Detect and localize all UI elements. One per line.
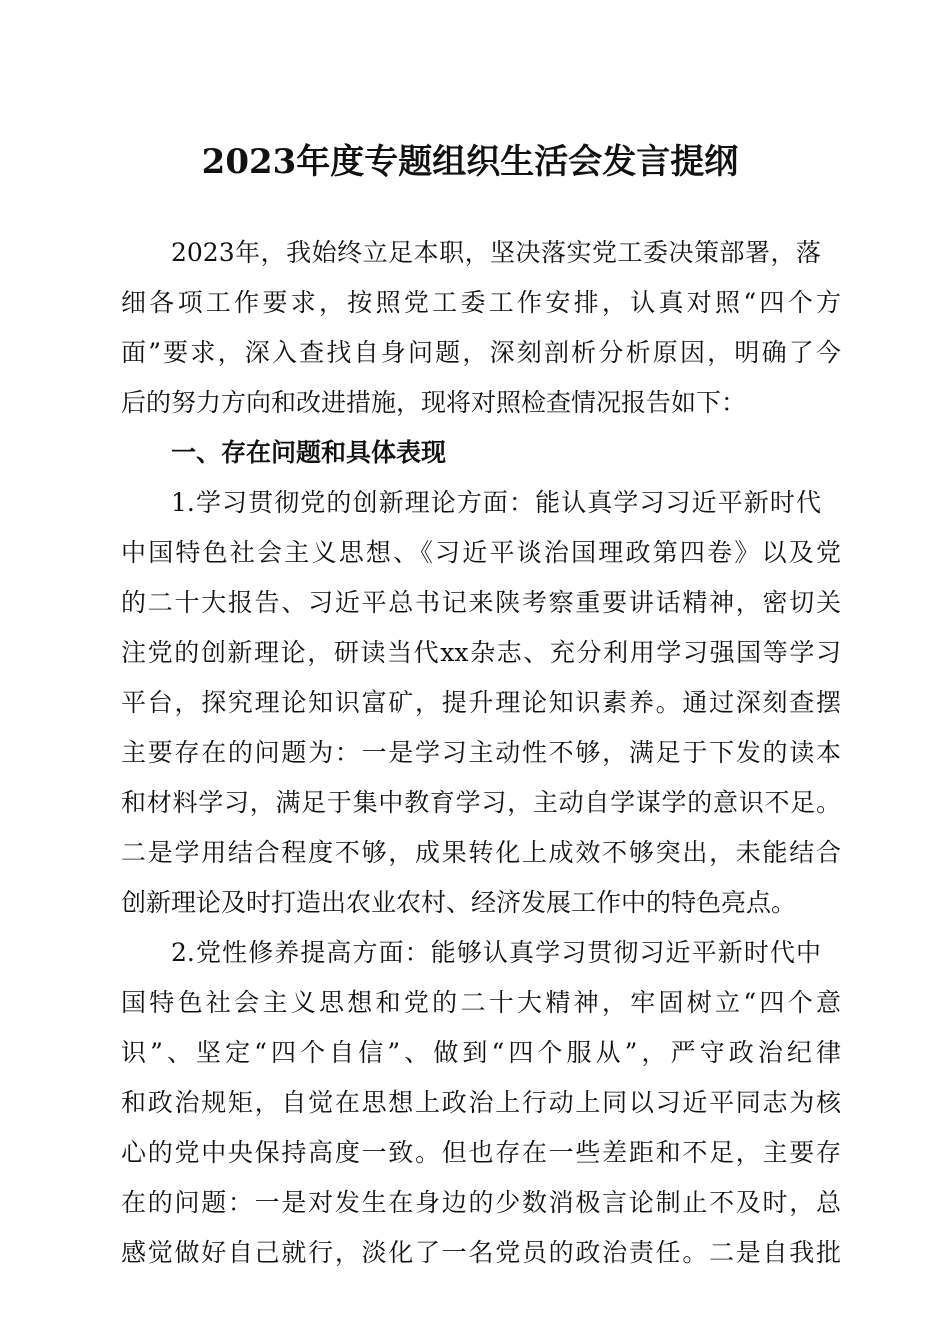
paragraph-line: 面”要求，深入查找自身问题，深刻剖析分析原因，明确了今: [121, 338, 841, 367]
paragraph-line: 注党的创新理论，研读当代xx杂志、充分利用学习强国等学习: [121, 638, 841, 667]
document-title: 2023年度专题组织生活会发言提纲: [201, 142, 739, 182]
paragraph-line: 平台，探究理论知识富矿，提升理论知识素养。通过深刻查摆: [121, 688, 841, 717]
paragraph-line: 主要存在的问题为：一是学习主动性不够，满足于下发的读本: [121, 738, 841, 767]
paragraph-line: 2023年，我始终立足本职，坚决落实党工委决策部署，落: [171, 238, 821, 267]
paragraph-line: 中国特色社会主义思想、《习近平谈治国理政第四卷》以及党: [121, 538, 841, 567]
paragraph-line: 2.党性修养提高方面：能够认真学习贯彻习近平新时代中: [171, 938, 821, 967]
paragraph-line: 识”、坚定“四个自信”、做到“四个服从”，严守政治纪律: [121, 1038, 841, 1067]
section-heading: 一、存在问题和具体表现: [171, 438, 447, 467]
paragraph-line: 心的党中央保持高度一致。但也存在一些差距和不足，主要存: [121, 1138, 841, 1167]
paragraph-line: 感觉做好自己就行，淡化了一名党员的政治责任。二是自我批: [121, 1238, 841, 1267]
paragraph-line: 后的努力方向和改进措施，现将对照检查情况报告如下：: [121, 388, 747, 417]
paragraph-line: 在的问题：一是对发生在身边的少数消极言论制止不及时，总: [121, 1188, 841, 1217]
paragraph-line: 创新理论及时打造出农业农村、经济发展工作中的特色亮点。: [121, 888, 797, 917]
paragraph-line: 和政治规矩，自觉在思想上政治上行动上同以习近平同志为核: [121, 1088, 841, 1117]
paragraph-line: 1.学习贯彻党的创新理论方面：能认真学习习近平新时代: [171, 488, 821, 517]
paragraph-line: 的二十大报告、习近平总书记来陕考察重要讲话精神，密切关: [121, 588, 841, 617]
paragraph-line: 国特色社会主义思想和党的二十大精神，牢固树立“四个意: [121, 988, 841, 1017]
paragraph-line: 细各项工作要求，按照党工委工作安排，认真对照“四个方: [121, 288, 841, 317]
paragraph-line: 和材料学习，满足于集中教育学习，主动自学谋学的意识不足。: [121, 788, 841, 817]
paragraph-line: 二是学用结合程度不够，成果转化上成效不够突出，未能结合: [121, 838, 841, 867]
